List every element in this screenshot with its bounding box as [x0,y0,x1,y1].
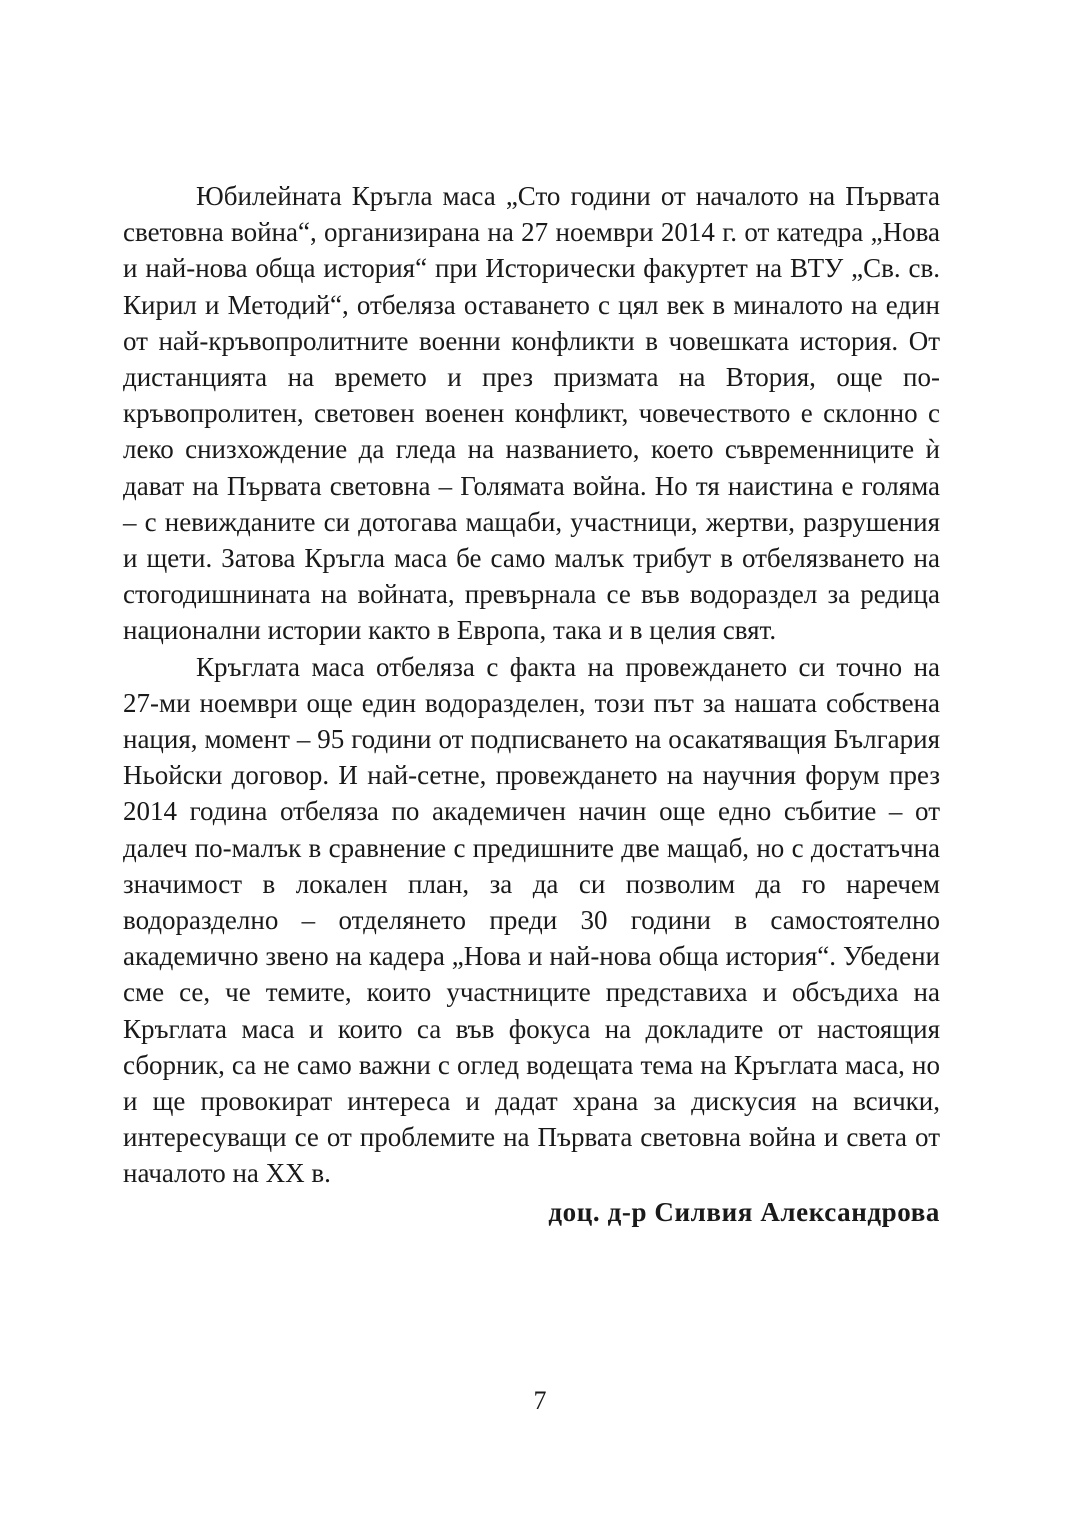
paragraph-1: Юбилейната Кръгла маса „Сто години от началото на Първата световна война“, организирана на 27 ноември 2014 г. от катедра „Нова и най-нова обща история“ при Исторически факуртет на ВТУ „Св. св. Кирил и Методий“, отбеляза оставането с цял век в миналото на един от най-кръвопролитните военни конфликти в човешката история. От дистанцията на времето и през призмата на Втория, още по-кръвопролитен, световен военен конфликт, човечеството е склонно с леко снизхождение да гледа на названието, което съвременниците ѝ дават на Първата световна – Голямата война. Но тя наистина е голяма – с невижданите си дотогава мащаби, участници, жертви, разрушения и щети. Затова Кръгла маса бе само малък трибут в отбелязването на стогодишнината на войната, превърнала се във водораздел за редица национални истории както в Европа, така и в целия свят. [123,181,940,646]
paragraph-2: Кръглата маса отбеляза с факта на провеждането си точно на 27-ми ноември още един водоразделен, този път за нашата собствена нация, момент – 95 години от подписването на осакатяващия България Ньойски договор. И най-сетне, провеждането на научния форум през 2014 година отбеляза по академичен начин още едно събитие – от далеч по-малък в сравнение с предишните две мащаб, но с достатъчна значимост в локален план, за да си позволим да го наречем водоразделно – отделянето преди 30 години в самостоятелно академично звено на кадера „Нова и най-нова обща история“. Убедени сме се, че темите, които участниците представиха и обсъдиха на Кръглата маса и които са във фокуса на докладите от настоящия сборник, са не само важни с оглед водещата тема на Кръглата маса, но и ще провокират интереса и дадат храна за дискусия на всички, интересуващи се от проблемите на Първата световна война и света от началото на XX в. [123,651,940,1189]
author-signature: доц. д-р Силвия Александрова [548,1196,940,1227]
page-number: 7 [533,1386,547,1415]
document-body [123,178,940,1230]
